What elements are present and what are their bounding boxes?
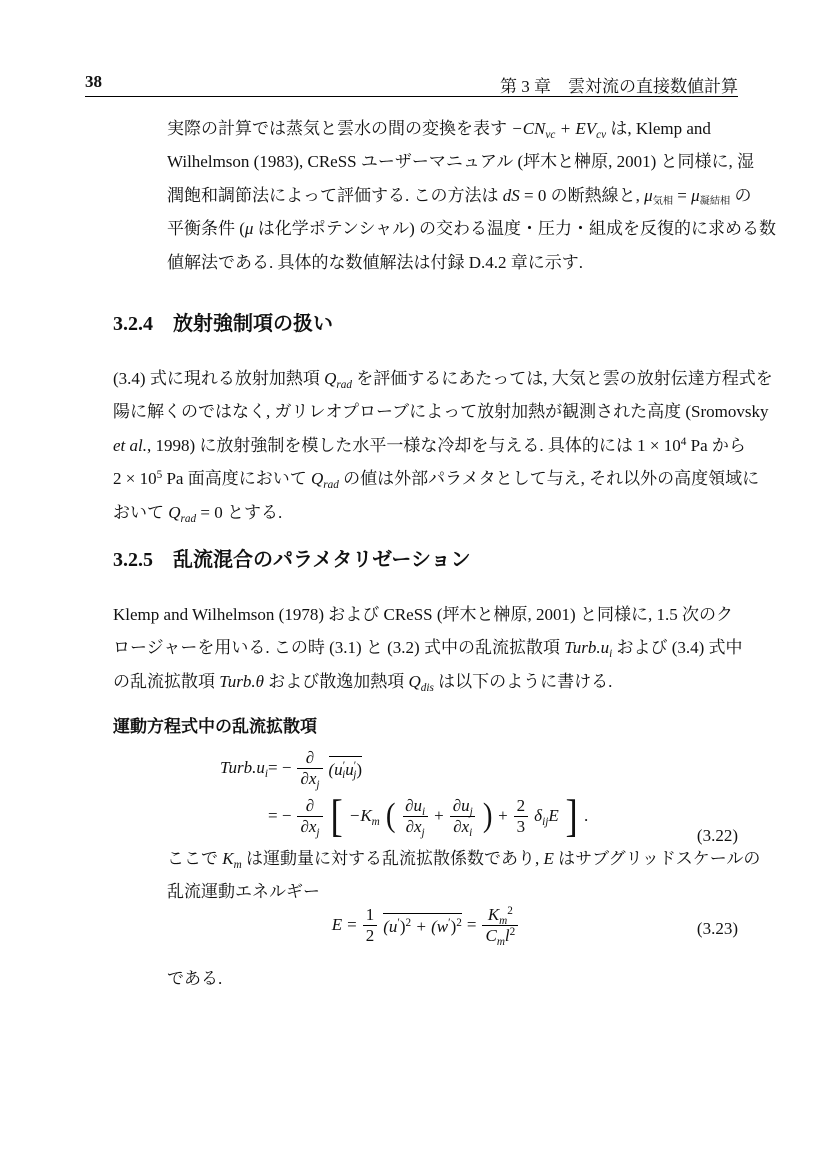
fraction	[297, 748, 322, 791]
subscript: vc	[545, 128, 556, 141]
equation-rhs	[268, 748, 363, 791]
denominator: $\partial x_i$	[450, 816, 475, 837]
math-run: μ	[691, 185, 700, 205]
text-run: ここで	[167, 849, 223, 868]
text-line	[167, 179, 776, 212]
denominator: $C_ml^2$	[482, 925, 518, 946]
equation-rhs: = − $\frac{\partial}{\partial x_j}$ [ $-K_m$ ( $\frac{\partial u_i}{\partial x_j}$ + $\frac{\partial u_j}{\partial x_i}$ ) + $\frac{2}{3}$ $\delta_{ij}E$ ] .	[268, 790, 589, 842]
math-run: Turb.u	[564, 638, 610, 658]
numerator: ∂	[305, 796, 315, 816]
text-run: =	[673, 185, 692, 205]
math-run: −CN	[511, 119, 546, 138]
text-run: および (3.4) 式中	[612, 638, 743, 658]
math-run: Q	[324, 369, 337, 388]
section-title: 乱流混合のパラメタリゼーション	[173, 549, 471, 571]
math-run: μ	[644, 185, 653, 205]
math-run: $\delta_{ij}E$	[534, 806, 559, 829]
math-run: Turb.u	[219, 758, 265, 778]
operator: +	[498, 806, 508, 826]
equation-lhs	[113, 758, 268, 778]
text-line: Klemp and Wilhelmson (1978) および CReSS (坪木と榊原, 2001) と同様に, 1.5 次のク	[113, 605, 733, 624]
text-run: および散逸加熱項	[263, 671, 409, 691]
equation-number: (3.22)	[696, 826, 738, 845]
numerator: 1	[365, 905, 375, 924]
text-line	[113, 496, 773, 529]
numerator: $\partial u_j$	[452, 796, 473, 819]
text-line	[113, 462, 773, 495]
denominator: $\partial x_j$	[297, 768, 322, 789]
numerator: $\partial u_i$	[405, 796, 426, 819]
math-run: Q	[310, 469, 324, 489]
italic-run: et al.	[113, 435, 147, 455]
superscript: 5	[156, 469, 163, 482]
equation-number: (3.23)	[696, 919, 738, 938]
text-line	[113, 429, 773, 462]
period: .	[584, 806, 589, 826]
subscript: i	[609, 648, 613, 661]
section-heading-324	[113, 307, 333, 336]
fraction	[514, 796, 529, 836]
math-run: μ	[244, 219, 254, 239]
paragraph-turbulence-closure	[113, 598, 743, 698]
subscript: 凝結相	[699, 195, 731, 207]
closing-line: である.	[167, 969, 223, 988]
text-run: 実際の計算では蒸気と雲水の間の変換を表す	[167, 119, 512, 138]
page-number: 38	[85, 72, 102, 91]
subscript: m	[233, 858, 242, 871]
fraction	[297, 796, 322, 839]
text-line: Wilhelmson (1983), CReSS ユーザーマニュアル (坪木と榊原, 2001) と同様に, 湿	[167, 152, 755, 172]
section-number: 3.2.4	[113, 313, 153, 335]
text-run: の乱流拡散項	[113, 671, 220, 691]
numerator: $K_m^2$	[487, 904, 513, 927]
text-line	[167, 842, 760, 875]
text-line	[113, 362, 773, 395]
subscript: rad	[336, 378, 352, 391]
section-title: 放射強制項の扱い	[173, 313, 333, 335]
text-line: 陽に解くのではなく, ガリレオプローブによって放射加熱が観測された高度 (Sromovsky	[113, 402, 769, 422]
math-run: E	[543, 849, 554, 868]
section-heading-325	[113, 543, 471, 572]
denominator: 2	[363, 925, 378, 946]
denominator: 3	[514, 816, 529, 837]
text-run: の	[730, 185, 752, 205]
text-run: の値は外部パラメタとして与え, それ以外の高度領域に	[338, 469, 760, 489]
equation-row	[113, 904, 738, 948]
equation-row	[113, 748, 738, 791]
subscript: cv	[596, 128, 607, 141]
equation-row	[113, 790, 738, 842]
math-run: Q	[168, 502, 181, 522]
text-run: はサブグリッドスケールの	[553, 849, 761, 868]
text-run: は, Klemp and	[606, 119, 711, 138]
overline-term: $(u')^2 + (w')^2$	[383, 913, 462, 938]
operator: =	[466, 915, 477, 935]
math-run: K	[222, 849, 234, 868]
text-line: 乱流運動エネルギー	[167, 882, 320, 902]
text-run: おいて	[113, 502, 169, 522]
text-run: Pa から	[686, 435, 746, 455]
text-line	[113, 631, 743, 664]
fraction	[402, 796, 428, 839]
math-run: = −	[268, 806, 292, 826]
subscript: dis	[420, 681, 434, 694]
header-rule	[85, 96, 738, 97]
fraction	[482, 904, 518, 948]
equation-3-22	[113, 748, 738, 844]
text-line: 値解法である. 具体的な数値解法は付録 D.4.2 章に示す.	[167, 252, 584, 272]
overline-term: $(u'_iu'_j)$	[329, 756, 363, 781]
superscript: 4	[680, 435, 687, 448]
text-run: = 0 の断熱線と,	[519, 185, 645, 205]
equation-3-23	[113, 904, 738, 948]
operator: +	[434, 806, 444, 826]
text-run: は化学ポテンシャル) の交わる温度・圧力・組成を反復的に求める数	[253, 219, 777, 239]
paragraph-subheading: 運動方程式中の乱流拡散項	[113, 717, 317, 736]
paragraph-radiative-forcing	[113, 362, 773, 529]
text-run: 2 × 10	[113, 469, 157, 489]
paragraph-eddy-coefficient	[167, 842, 760, 909]
text-run: 潤飽和調節法によって評価する. この方法は	[167, 185, 503, 205]
text-line	[167, 112, 776, 145]
text-line	[167, 212, 776, 245]
paragraph-saturation-adjustment	[167, 112, 776, 279]
math-run: Q	[408, 671, 421, 691]
text-line	[113, 665, 743, 698]
subscript: rad	[323, 479, 339, 492]
fraction	[363, 905, 378, 945]
numerator: 2	[516, 796, 526, 816]
denominator: $\partial x_j$	[297, 816, 322, 837]
fraction	[450, 796, 476, 839]
text-run: , 1998) に放射強制を模した水平一様な冷却を与える. 具体的には 1 × 10	[147, 435, 681, 455]
text-run: は運動量に対する乱流拡散係数であり,	[241, 849, 544, 868]
text-run: Pa 面高度において	[162, 469, 311, 489]
text-run: = 0 とする.	[196, 502, 283, 522]
numerator: ∂	[305, 748, 315, 767]
math-run: Turb.θ	[219, 671, 264, 691]
denominator: $\partial x_j$	[403, 816, 428, 837]
math-run: = −	[268, 758, 292, 778]
text-run: を評価するにあたっては, 大気と雲の放射伝達方程式を	[351, 369, 773, 388]
text-run: は以下のように書ける.	[433, 671, 613, 691]
text-run: ロージャーを用いる. この時 (3.1) と (3.2) 式中の乱流拡散項	[113, 638, 565, 658]
subscript: 気相	[652, 195, 674, 207]
math-run: E	[331, 915, 343, 935]
operator: =	[347, 915, 357, 935]
math-run: $-K_m$	[348, 806, 380, 829]
section-number: 3.2.5	[113, 549, 153, 571]
subscript: i	[264, 767, 268, 780]
running-header-chapter-title: 第 3 章 雲対流の直接数値計算	[500, 77, 738, 96]
math-run: dS	[502, 185, 520, 205]
subscript: rad	[180, 512, 197, 525]
text-run: (3.4) 式に現れる放射加熱項	[113, 369, 325, 388]
text-run: 平衡条件 (	[167, 219, 245, 239]
math-run: + EV	[555, 119, 597, 138]
